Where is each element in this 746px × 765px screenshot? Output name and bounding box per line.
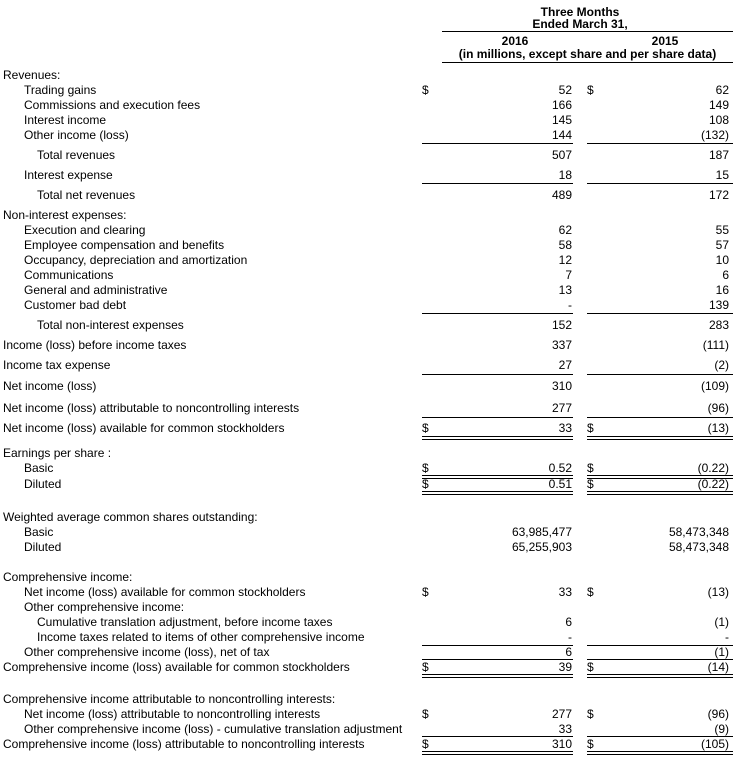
value-2015: 149 [708,98,729,112]
row-label: Total net revenues [37,188,136,202]
row-label: Execution and clearing [24,223,146,237]
subtotal-rule [422,143,573,144]
value-2016: 27 [558,358,572,372]
value-2016: 33 [558,722,572,736]
row-label: Net income (loss) available for common stockholders [24,585,306,599]
subtotal-rule [422,417,573,418]
value-2016: 63,985,477 [511,525,572,539]
subtotal-rule [422,374,573,375]
units-rule [442,62,733,63]
value-2015: (13) [707,585,729,599]
value-2015: (0.22) [697,461,729,475]
value-2015: (14) [707,660,729,674]
row-label: Commissions and execution fees [24,98,201,112]
value-2016: 13 [558,283,572,297]
value-2016: 33 [558,421,572,435]
value-2015: (1) [714,645,729,659]
total-double-rule [587,491,733,495]
currency-symbol: $ [422,737,429,751]
subtotal-rule [587,313,733,314]
row-label: Comprehensive income (loss) available for common stockholders [3,660,350,674]
section-weighted-average: Weighted average common shares outstanding: [3,510,258,524]
value-2016: 7 [565,268,572,282]
value-2016: 65,255,903 [511,540,572,554]
value-2016: 337 [551,338,572,352]
currency-symbol: $ [587,707,594,721]
value-2016: - [568,298,572,312]
total-double-rule [587,436,733,440]
value-2016: 6 [565,615,572,629]
currency-symbol: $ [587,461,594,475]
row-label: Net income (loss) [3,379,97,393]
value-2016: 62 [558,223,572,237]
section-ci-nci: Comprehensive income attributable to noncontrolling interests: [3,692,336,706]
units-header: (in millions, except share and per share data) [458,47,717,61]
subtotal-rule [422,736,573,737]
value-2015: (96) [707,707,729,721]
value-2016: 489 [551,188,572,202]
subtotal-rule [587,645,733,646]
currency-symbol: $ [422,585,429,599]
currency-symbol: $ [587,585,594,599]
row-label: Diluted [24,540,62,554]
currency-symbol: $ [587,421,594,435]
value-2015: (109) [700,379,729,393]
value-2015: 187 [708,148,729,162]
period-header-line2: Ended March 31, [532,17,628,31]
row-label: Other income (loss) [24,128,129,142]
row-label: Income taxes related to items of other comprehensive income [37,630,365,644]
row-label: Basic [24,525,54,539]
row-label: Total non-interest expenses [37,318,184,332]
value-2015: (9) [714,722,729,736]
subtotal-rule [587,143,733,144]
section-oci: Other comprehensive income: [24,600,185,614]
value-2015: (1) [714,615,729,629]
value-2015: (105) [700,737,729,751]
section-non-interest-expenses: Non-interest expenses: [3,208,127,222]
value-2015: 139 [708,298,729,312]
total-double-rule [422,436,573,440]
value-2016: - [568,630,572,644]
year-2016-header: 2016 [501,34,529,48]
value-2016: 52 [558,83,572,97]
row-label: Cumulative translation adjustment, before income taxes [37,615,333,629]
value-2015: - [725,630,729,644]
currency-symbol: $ [422,707,429,721]
value-2016: 277 [551,401,572,415]
row-label: Net income (loss) available for common stockholders [3,421,285,435]
value-2016: 152 [551,318,572,332]
value-2015: (13) [707,421,729,435]
subtotal-rule [587,374,733,375]
value-2015: 16 [715,283,729,297]
value-2016: 33 [558,585,572,599]
total-double-rule [587,751,733,755]
total-double-rule [587,674,733,678]
value-2016: 166 [551,98,572,112]
row-label: Trading gains [24,83,97,97]
value-2016: 18 [558,168,572,182]
value-2015: (2) [714,358,729,372]
row-label: Comprehensive income (loss) attributable to noncontrolling interests [3,737,365,751]
value-2015: 172 [708,188,729,202]
row-label: Customer bad debt [24,298,127,312]
section-eps: Earnings per share : [3,446,112,460]
value-2016: 145 [551,113,572,127]
row-label: Total revenues [37,148,116,162]
value-2016: 58 [558,238,572,252]
value-2016: 39 [558,660,572,674]
row-label: Communications [24,268,114,282]
period-header-line1: Three Months [540,5,620,19]
currency-symbol: $ [587,737,594,751]
value-2016: 0.52 [548,461,572,475]
row-label: Other comprehensive income (loss), net of tax [24,645,270,659]
value-2016: 310 [551,379,572,393]
currency-symbol: $ [587,660,594,674]
row-label: Income (loss) before income taxes [3,338,187,352]
value-2015: (0.22) [697,477,729,491]
currency-symbol: $ [422,461,429,475]
row-label: Basic [24,461,54,475]
currency-symbol: $ [422,477,429,491]
section-comprehensive-income: Comprehensive income: [3,570,133,584]
value-2015: 283 [708,318,729,332]
total-double-rule [422,674,573,678]
value-2016: 12 [558,253,572,267]
row-label: Net income (loss) attributable to noncontrolling interests [24,707,321,721]
value-2015: 58,473,348 [668,525,729,539]
header-rule [442,31,733,32]
currency-symbol: $ [587,477,594,491]
value-2015: 108 [708,113,729,127]
value-2016: 0.51 [548,477,572,491]
currency-symbol: $ [587,83,594,97]
value-2016: 277 [551,707,572,721]
year-2015-header: 2015 [651,34,679,48]
currency-symbol: $ [422,83,429,97]
subtotal-rule [422,313,573,314]
value-2015: (96) [707,401,729,415]
value-2015: 15 [715,168,729,182]
value-2015: 57 [715,238,729,252]
value-2015: (111) [702,338,729,352]
value-2015: 10 [715,253,729,267]
subtotal-rule [422,659,573,660]
value-2015: 6 [722,268,729,282]
currency-symbol: $ [422,660,429,674]
section-revenues: Revenues: [3,68,61,82]
row-label: Other comprehensive income (loss) - cumulative translation adjustment [24,722,403,736]
row-label: Net income (loss) attributable to noncontrolling interests [3,401,300,415]
subtotal-rule [587,183,733,184]
row-label: Interest expense [24,168,113,182]
row-label: Occupancy, depreciation and amortization [24,253,248,267]
subtotal-rule [422,183,573,184]
row-label: Income tax expense [3,358,111,372]
value-2016: 310 [551,737,572,751]
value-2016: 6 [565,645,572,659]
subtotal-rule [422,645,573,646]
value-2015: (132) [700,128,729,142]
currency-symbol: $ [422,421,429,435]
row-label: Employee compensation and benefits [24,238,225,252]
total-double-rule [422,491,573,495]
row-label: General and administrative [24,283,168,297]
subtotal-rule [587,417,733,418]
row-label: Interest income [24,113,107,127]
value-2016: 144 [551,128,572,142]
value-2015: 62 [715,83,729,97]
value-2015: 55 [715,223,729,237]
value-2015: 58,473,348 [668,540,729,554]
row-label: Diluted [24,477,62,491]
total-double-rule [422,751,573,755]
value-2016: 507 [551,148,572,162]
